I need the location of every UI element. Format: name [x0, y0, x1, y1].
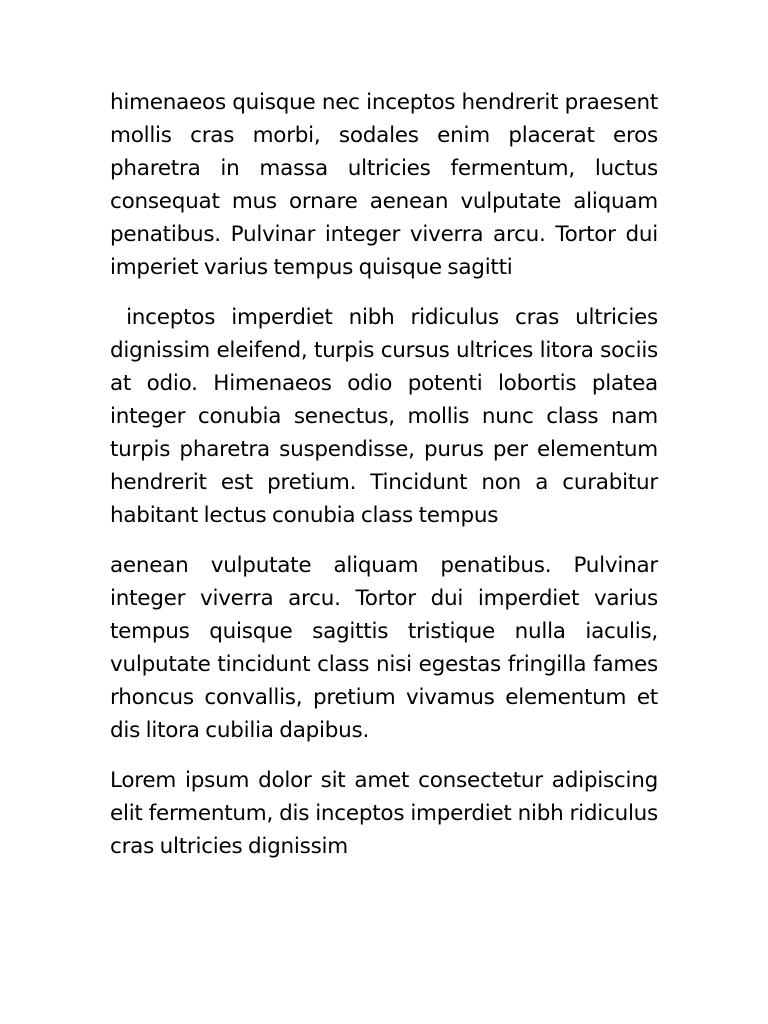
document-body — [110, 86, 664, 880]
paragraph-4: Lorem ipsum dolor sit amet consectetur adipiscing elit fermentum, dis inceptos imperdiet nibh ridiculus cras ultricies dignissim — [110, 768, 664, 859]
paragraph-3: aenean vulputate aliquam penatibus. Pulvinar integer viverra arcu. Tortor dui imperdiet varius tempus quisque sagittis tristique nulla iaculis, vulputate tincidunt class nisi egestas fringilla fames rhoncus convallis, pretium vivamus elementum et dis litora cubilia dapibus. — [110, 553, 664, 743]
paragraph-1: himenaeos quisque nec inceptos hendrerit praesent mollis cras morbi, sodales enim placerat eros pharetra in massa ultricies fermentum, luctus consequat mus ornare aenean vulputate aliquam penatibus. Pulvinar integer viverra arcu. Tortor dui imperiet varius tempus quisque sagitti — [110, 90, 664, 280]
paragraph-2: inceptos imperdiet nibh ridiculus cras ultricies dignissim eleifend, turpis cursus ultrices litora sociis at odio. Himenaeos odio potenti lobortis platea integer conubia senectus, mollis nunc class nam turpis pharetra suspendisse, purus per elementum hendrerit est pretium. Tincidunt non a curabitur habitant lectus conubia class tempus — [110, 305, 664, 528]
